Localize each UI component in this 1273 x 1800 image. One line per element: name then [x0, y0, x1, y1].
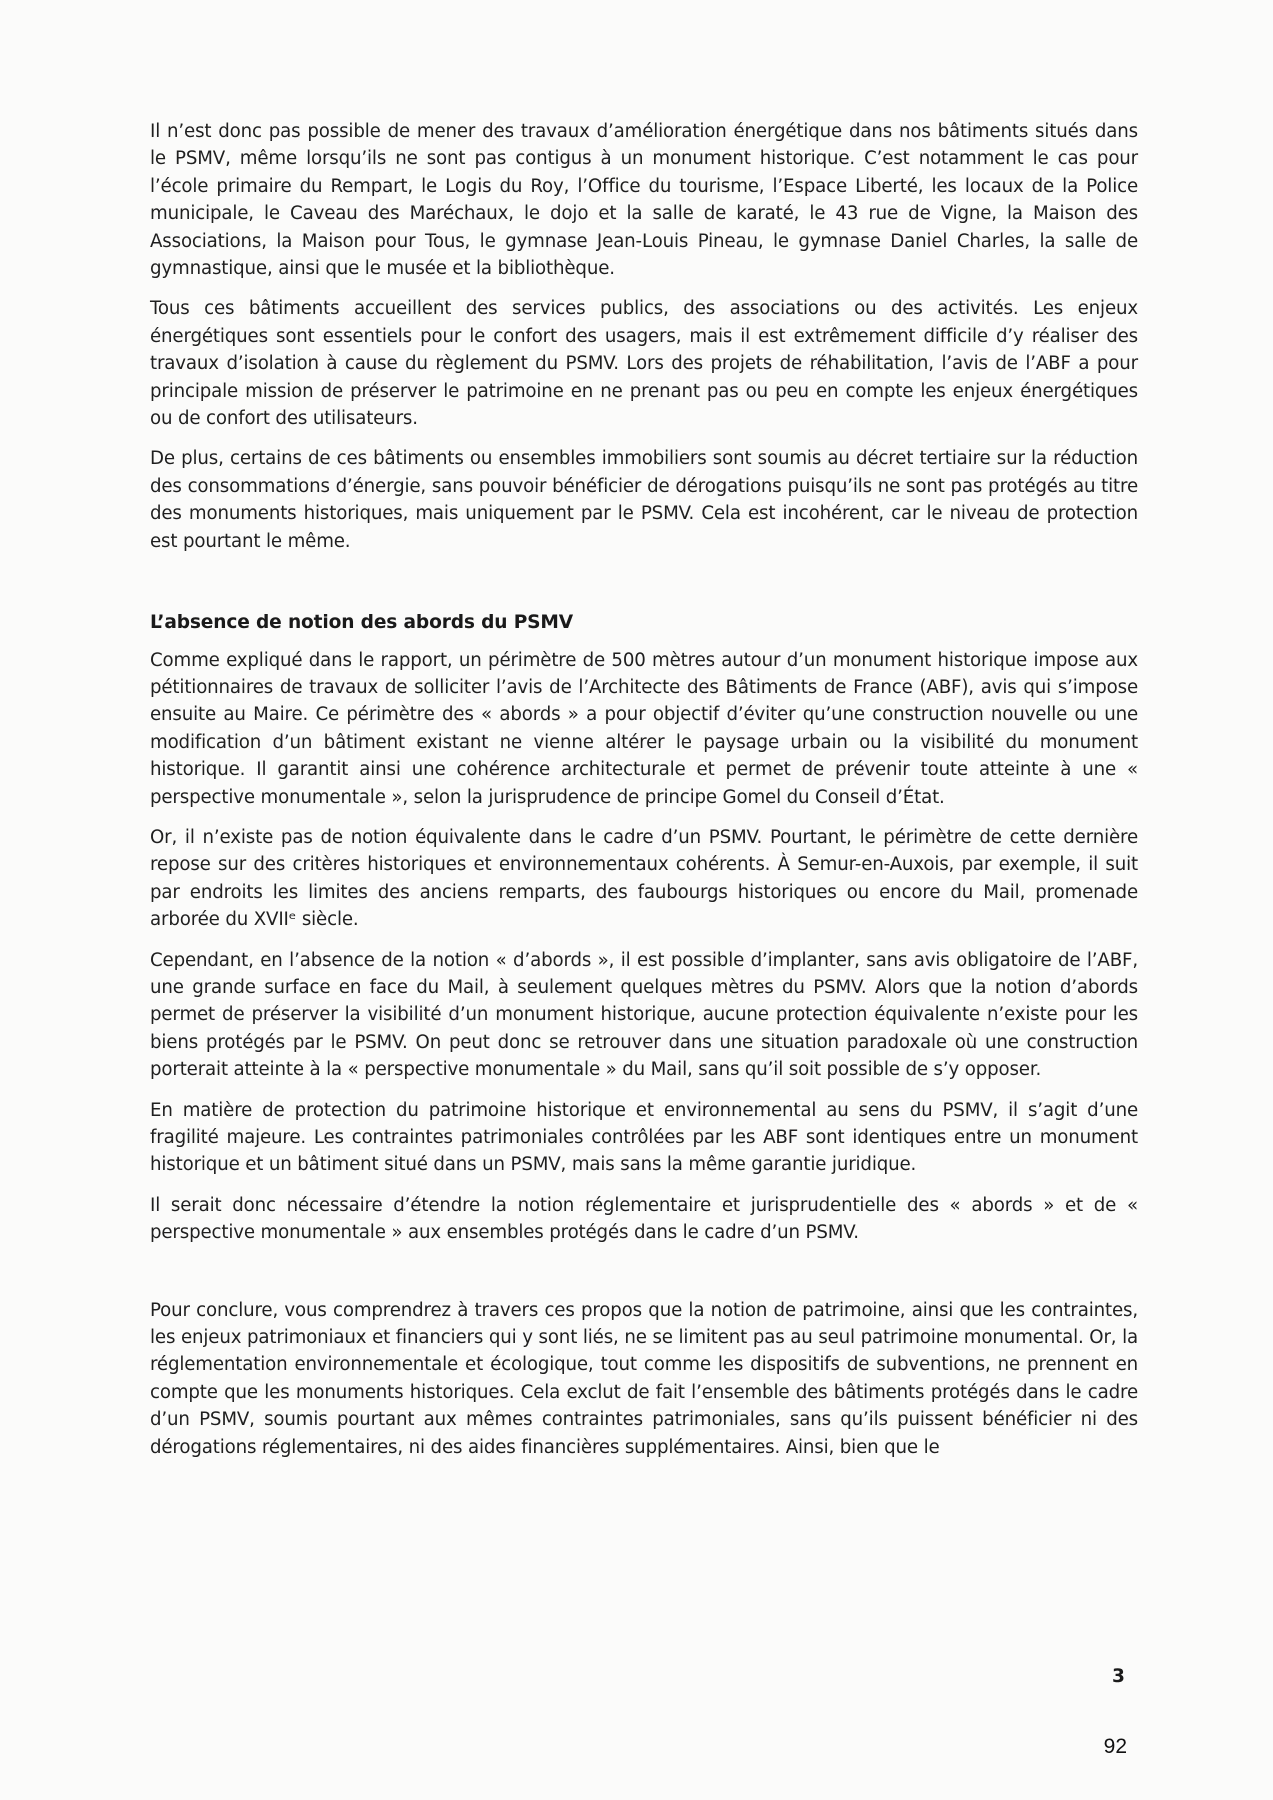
- paragraph-energy-works: Il n’est donc pas possible de mener des travaux d’amélioration énergétique dans nos bâtiments situés dans le PSMV, même lorsqu’ils ne sont pas contigus à un monument historique. C’est notamment le cas pour l’école primaire du Rempart, le Logis du Roy, l’Office du tourisme, l’Espace Liberté, les locaux de la Police municipale, le Caveau des Maréchaux, le dojo et la salle de karaté, le 43 rue de Vigne, la Maison des Associations, la Maison pour Tous, le gymnase Jean-Louis Pineau, le gymnase Daniel Charles, la salle de gymnastique, ainsi que le musée et la bibliothèque.: [150, 121, 1138, 280]
- page-number: 3: [1112, 1666, 1125, 1687]
- paragraph-major-fragility: En matière de protection du patrimoine historique et environnemental au sens du PSMV, il s’agit d’une fragilité majeure. Les contraintes patrimoniales contrôlées par les ABF sont identiques entre un monument historique et un bâtiment situé dans un PSMV, mais sans la même garantie juridique.: [150, 1099, 1138, 1176]
- paragraph-abords-perimeter: Comme expliqué dans le rapport, un périmètre de 500 mètres autour d’un monument historique impose aux pétitionnaires de travaux de solliciter l’avis de l’Architecte des Bâtiments de France (ABF), avis qui s’impose ensuite au Maire. Ce périmètre des « abords » a pour objectif d’éviter qu’une construction nouvelle ou une modification d’un bâtiment existant ne vienne altérer le paysage urbain ou la visibilité du monument historique. Il garantit ainsi une cohérence architecturale et permet de prévenir toute atteinte à une « perspective monumentale », selon la jurisprudence de principe Gomel du Conseil d’État.: [150, 649, 1138, 808]
- document-body: [150, 118, 1138, 1474]
- paragraph-public-buildings: Tous ces bâtiments accueillent des services publics, des associations ou des activités. Les enjeux énergétiques sont essentiels pour le confort des usagers, mais il est extrêmement difficile d’y réaliser des travaux d’isolation à cause du règlement du PSMV. Lors des projets de réhabilitation, l’avis de l’ABF a pour principale mission de préserver le patrimoine en ne prenant pas ou peu en compte les enjeux énergétiques ou de confort des utilisateurs.: [150, 298, 1138, 430]
- annex-page-number: 92: [1103, 1735, 1127, 1758]
- paragraph-no-equivalent: Or, il n’existe pas de notion équivalente dans le cadre d’un PSMV. Pourtant, le périmètre de cette dernière repose sur des critères historiques et environnementaux cohérents. À Semur-en-Auxois, par exemple, il suit par endroits les limites des anciens remparts, des faubourgs historiques ou encore du Mail, promenade arborée du XVIIᵉ siècle.: [150, 826, 1138, 931]
- paragraph-tertiary-decree: De plus, certains de ces bâtiments ou ensembles immobiliers sont soumis au décret tertiaire sur la réduction des consommations d’énergie, sans pouvoir bénéficier de dérogations puisqu’ils ne sont pas protégés au titre des monuments historiques, mais uniquement par le PSMV. Cela est incohérent, car le niveau de protection est pourtant le même.: [150, 448, 1138, 552]
- paragraph-large-surface: Cependant, en l’absence de la notion « d’abords », il est possible d’implanter, sans avis obligatoire de l’ABF, une grande surface en face du Mail, à seulement quelques mètres du PSMV. Alors que la notion d’abords permet de préserver la visibilité d’un monument historique, aucune protection équivalente n’existe pour les biens protégés par le PSMV. On peut donc se retrouver dans une situation paradoxale où une construction porterait atteinte à la « perspective monumentale » du Mail, sans qu’il soit possible de s’y opposer.: [150, 949, 1138, 1081]
- paragraph-extend-notion: Il serait donc nécessaire d’étendre la notion réglementaire et jurisprudentielle des « abords » et de « perspective monumentale » aux ensembles protégés dans le cadre d’un PSMV.: [150, 1194, 1138, 1244]
- section-heading: L’absence de notion des abords du PSMV: [150, 612, 574, 634]
- paragraph-conclusion: Pour conclure, vous comprendrez à travers ces propos que la notion de patrimoine, ainsi que les contraintes, les enjeux patrimoniaux et financiers qui y sont liés, ne se limitent pas au seul patrimoine monumental. Or, la réglementation environnementale et écologique, tout comme les dispositifs de subventions, ne prennent en compte que les monuments historiques. Cela exclut de fait l’ensemble des bâtiments protégés dans le cadre d’un PSMV, soumis pourtant aux mêmes contraintes patrimoniales, sans qu’ils puissent bénéficier ni des dérogations réglementaires, ni des aides financières supplémentaires. Ainsi, bien que le: [150, 1299, 1138, 1458]
